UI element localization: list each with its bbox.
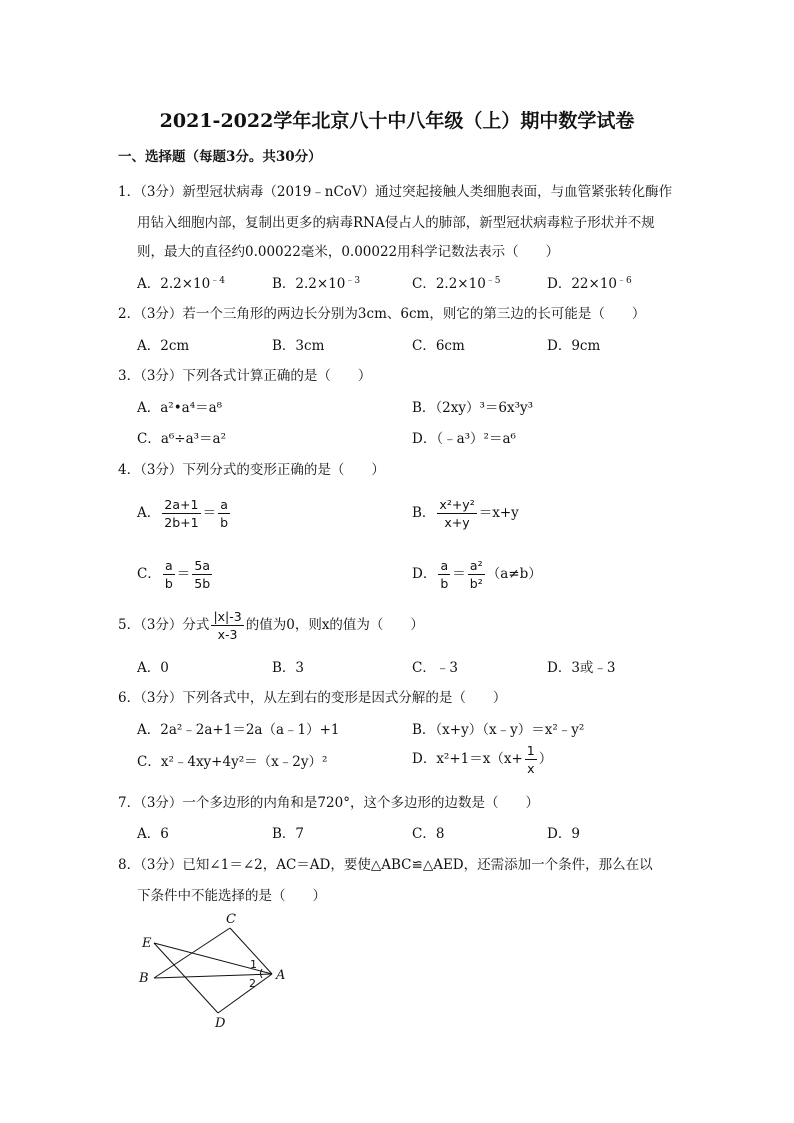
q5-option-a[interactable]: A．0 [137,660,169,676]
angle-arc [261,969,263,978]
label-e: E [142,936,152,951]
q6-d-pre: D．x²+1＝x（x+ [412,751,523,767]
q7-option-a[interactable]: A．6 [137,826,169,842]
q3-stem: 3．（3分）下列各式计算正确的是（ ） [118,368,372,384]
q5-num: |x|-3 [213,609,242,624]
q8-stem-line2: 下条件中不能选择的是（ ） [137,888,326,904]
q4-a-num1: 2a+1 [162,496,200,514]
label-d: D [215,1016,226,1030]
q6-stem: 6．（3分）下列各式中，从左到右的变形是因式分解的是（ ） [118,690,507,706]
label-b: B [139,971,149,986]
q4-c-fraction-right [192,557,212,592]
q4-d-fraction-left [438,557,450,592]
q4-a-den2: b [220,515,229,530]
q4-b-den: x+y [444,515,470,530]
q4-option-d[interactable] [412,557,542,592]
q4-option-b[interactable] [412,496,519,531]
q4-c-num2: 5a [192,557,212,575]
q3-option-a[interactable]: A．a²•a⁴＝a⁸ [137,400,223,416]
q7-option-d[interactable]: D．9 [547,826,580,842]
q2-option-a[interactable]: A．2cm [137,338,190,354]
q4-c-num1: a [163,557,175,575]
section-heading: 一、选择题（每题3分。共30分） [118,149,322,165]
q4-stem: 4．（3分）下列分式的变形正确的是（ ） [118,462,385,478]
q6-d-num: 1 [526,743,535,758]
q6-option-d[interactable] [412,742,552,777]
q1-option-c[interactable] [412,272,501,292]
q6-option-c[interactable]: C．x²﹣4xy+4y²＝（x﹣2y）² [137,754,328,770]
q1-stem-line2: 用钻入细胞内部，复制出更多的病毒RNA侵占人的肺部，新型冠状病毒粒子形状并不规 [137,215,655,231]
q4-d-equals: ＝ [452,566,466,582]
q4-option-a-label: A． [137,505,161,521]
label-angle-2: 2 [249,977,256,990]
q4-option-c[interactable] [137,557,214,592]
q4-d-fraction-right [468,557,485,592]
page-title: 2021-2022学年北京八十中八年级（上）期中数学试卷 [159,110,635,132]
q4-d-num2: a² [468,557,485,575]
q1-option-b[interactable] [272,272,360,292]
q4-c-den2: 5b [194,576,211,591]
q5-option-d[interactable]: D．3或﹣3 [547,660,616,676]
q6-d-den: x [527,761,535,776]
q7-option-c[interactable]: C．8 [412,826,445,842]
label-a: A [276,968,286,983]
q5-stem-pre: 5．（3分）分式 [118,617,210,633]
geometry-figure [130,905,300,1030]
q4-option-a[interactable] [137,496,232,531]
q4-option-b-label: B． [412,505,436,521]
q4-d-rest: （a≠b） [486,566,542,582]
q4-a-fraction-right [218,496,230,531]
q4-c-fraction-left [163,557,175,592]
segment-da [218,974,272,1013]
q7-stem: 7．（3分）一个多边形的内角和是720°，这个多边形的边数是（ ） [118,795,539,811]
q8-stem-line1: 8．（3分）已知∠1＝∠2，AC＝AD，要使△ABC≌△AED，还需添加一个条件，那么在以 [118,857,653,873]
q3-option-b[interactable]: B．（2xy）³＝6x³y³ [412,400,534,416]
q3-option-d[interactable]: D．（﹣a³）²＝a⁶ [412,431,516,447]
q1-option-b-exp: ﹣3 [345,276,361,286]
q2-option-d[interactable]: D．9cm [547,338,601,354]
q1-option-c-exp: ﹣5 [485,276,501,286]
q2-option-c[interactable]: C．6cm [412,338,465,354]
q4-option-c-label: C． [137,566,161,582]
q4-b-num: x²+y² [439,497,475,512]
q3-option-c[interactable]: C．a⁶÷a³＝a² [137,431,227,447]
q4-d-den1: b [440,576,449,591]
q1-option-d[interactable] [547,272,632,292]
q1-stem-line1: 1．（3分）新型冠状病毒（2019﹣nCoV）通过突起接触人类细胞表面，与血管紧张转化酶作 [118,184,673,200]
q1-option-c-text: C．2.2×10 [412,276,486,292]
q1-option-d-text: D．22×10 [547,276,617,292]
q5-stem-post: 的值为0，则x的值为（ ） [245,617,424,633]
q1-option-d-exp: ﹣6 [617,276,632,286]
q1-option-a[interactable] [137,272,225,292]
q2-option-b[interactable]: B．3cm [272,338,325,354]
q6-option-a[interactable]: A．2a²﹣2a+1＝2a（a﹣1）+1 [137,722,340,738]
q2-stem: 2．（3分）若一个三角形的两边长分别为3cm、6cm，则它的第三边的长可能是（ ） [118,306,646,322]
q4-a-num2: a [218,496,230,514]
q4-a-den1: 2b+1 [164,515,199,530]
q6-d-fraction [525,742,537,777]
q1-option-b-text: B．2.2×10 [272,276,346,292]
q5-option-c[interactable]: C．﹣3 [412,660,458,676]
label-angle-1: 1 [250,958,257,971]
q4-d-num1: a [438,557,450,575]
q4-c-equals: ＝ [176,566,191,582]
q4-a-equals: ＝ [202,505,217,521]
q6-option-b[interactable]: B．（x+y）（x﹣y）＝x²﹣y² [412,722,585,738]
q4-option-d-label: D． [412,566,437,582]
q4-a-fraction-left [162,496,200,531]
q5-fraction [211,608,243,643]
q5-stem [118,608,424,643]
q5-den: x-3 [217,627,238,642]
q1-stem-line3: 则，最大的直径约0.00022毫米，0.00022用科学记数法表示（ ） [137,244,560,260]
q4-d-den2: b² [469,576,483,591]
q5-option-b[interactable]: B．3 [272,660,305,676]
q6-d-post: ） [538,751,553,767]
q1-option-a-text: A．2.2×10 [137,276,211,292]
label-c: C [226,912,236,927]
q4-b-rest: ＝x+y [478,505,519,521]
q4-c-den1: b [164,576,173,591]
q1-option-a-exp: ﹣4 [210,276,225,286]
q7-option-b[interactable]: B．7 [272,826,305,842]
q4-b-fraction [437,496,476,531]
